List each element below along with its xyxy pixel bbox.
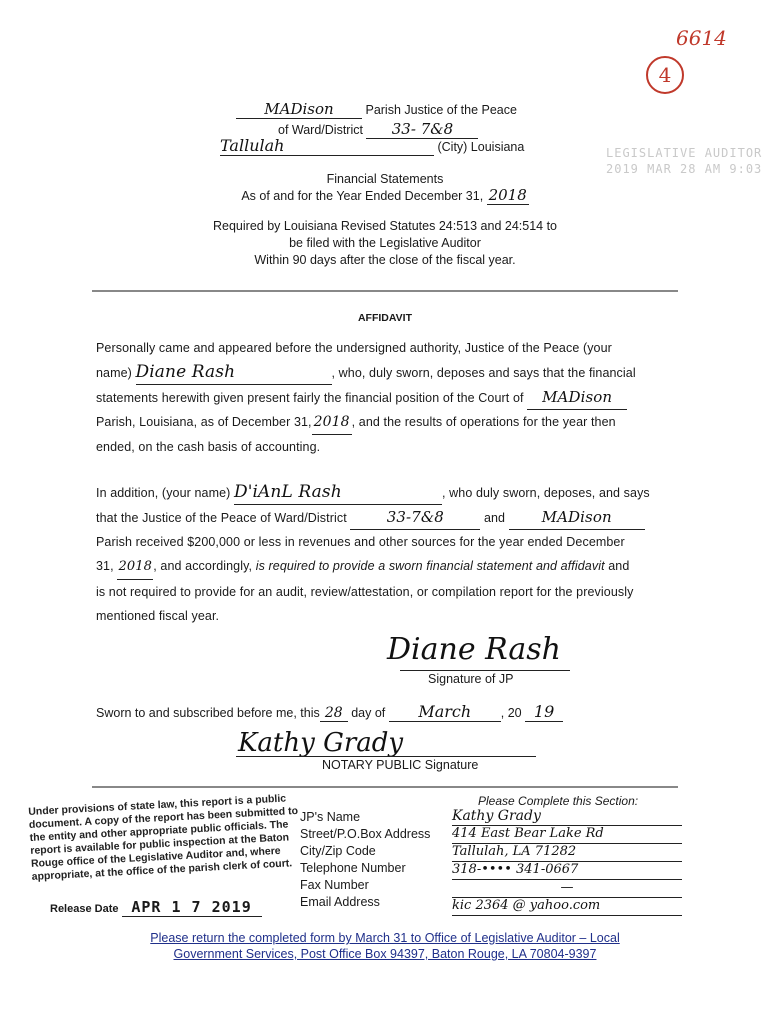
ward-field: 33- 7&8: [366, 120, 478, 139]
contact-value-email: kic 2364 @ yahoo.com: [452, 898, 682, 916]
jp-signature-line: [400, 670, 570, 671]
footer-instructions: [0, 930, 770, 962]
required-line-3: Within 90 days after the close of the fiscal year.: [254, 253, 516, 267]
ward-label: of Ward/District: [278, 123, 363, 137]
sworn-month-field: March: [389, 702, 501, 722]
parish-label: Parish Justice of the Peace: [365, 103, 517, 117]
p2-name-field: D'iAnL Rash: [234, 480, 442, 505]
jp-signature-label: Signature of JP: [428, 672, 514, 686]
contact-label-email: Email Address: [300, 895, 380, 909]
affidavit-paragraph-1: [96, 336, 680, 459]
p2-prefix: In addition, (your name): [96, 486, 231, 500]
divider-bottom: [92, 786, 678, 788]
required-text: [0, 218, 770, 269]
header-parish-line: [236, 100, 517, 119]
release-date-label: Release Date: [50, 903, 119, 915]
p2-ward-field: 33-7&8: [350, 505, 480, 530]
statements-title: Financial Statements: [326, 172, 444, 186]
p1-line-3: [96, 385, 680, 410]
divider-top: [92, 290, 678, 292]
contact-label-city: City/Zip Code: [300, 844, 376, 858]
affidavit-title: AFFIDAVIT: [357, 312, 413, 324]
public-notice: Under provisions of state law, this report is a public document. A copy of the report has been submitted to the entity and other appropriate public officials. The report is available for public inspection at the Baton Rouge office of the Legislative Auditor and, where appropriate, at the office of the parish clerk of court.: [28, 792, 299, 883]
contact-labels: [300, 810, 430, 912]
p2-line-3: Parish received $200,000 or less in revenues and other sources for the year ended December: [96, 535, 625, 549]
contact-value-name: Kathy Grady: [452, 808, 682, 826]
contact-label-address: Street/P.O.Box Address: [300, 827, 431, 841]
footer-line-1: Please return the completed form by March 31 to Office of Legislative Auditor – Local: [150, 931, 620, 945]
p2-italic-text: is required to provide a sworn financial statement and affidavit: [255, 559, 605, 573]
circled-page-number: [646, 56, 684, 94]
contact-value-fax: —: [452, 880, 682, 898]
p1-line-5: ended, on the cash basis of accounting.: [96, 440, 321, 454]
p2-line-2: [96, 505, 680, 530]
contact-value-address: 414 East Bear Lake Rd: [452, 826, 682, 844]
contact-label-fax: Fax Number: [300, 878, 369, 892]
parish-field: MADison: [236, 100, 362, 119]
jp-signature: Diane Rash: [386, 632, 562, 667]
p2-parish-field: MADison: [509, 505, 645, 530]
p2-line-6: mentioned fiscal year.: [96, 609, 220, 623]
contact-label-phone: Telephone Number: [300, 861, 406, 875]
p1-line-4: [96, 410, 680, 435]
sworn-line: [96, 702, 563, 722]
p2-text-4a: 31,: [96, 559, 114, 573]
year-field: 2018: [488, 186, 527, 204]
circled-page-number-text: 4: [658, 63, 672, 87]
sworn-year-prefix: , 20: [500, 706, 522, 720]
p2-text-4c: and: [608, 559, 630, 573]
required-line-1: Required by Louisiana Revised Statutes 24:513 and 24:514 to: [213, 219, 557, 233]
sworn-day-of: day of: [351, 706, 386, 720]
p1-name-field: Diane Rash: [136, 360, 332, 385]
p1-name-prefix: name): [96, 366, 132, 380]
p1-text-5: , and the results of operations for the year then: [351, 415, 616, 429]
city-field: Tallulah: [220, 136, 434, 156]
handwritten-file-number: 6614: [676, 26, 727, 50]
footer-line-2: Government Services, Post Office Box 94397, Baton Rouge, LA 70804-9397: [173, 947, 597, 961]
p2-text-4b: , and accordingly,: [153, 559, 253, 573]
notary-signature: Kathy Grady: [238, 728, 404, 758]
sworn-prefix: Sworn to and subscribed before me, this: [96, 706, 320, 720]
p2-and: and: [483, 511, 506, 525]
contact-value-phone: 318-•••• 341-0667: [452, 862, 682, 880]
contact-heading: Please Complete this Section:: [478, 794, 639, 808]
p1-line-1: Personally came and appeared before the undersigned authority, Justice of the Peace (your: [96, 341, 612, 355]
p2-line-4: [96, 554, 680, 580]
release-date-value: APR 1 7 2019: [122, 898, 262, 917]
p2-text-2: that the Justice of the Peace of Ward/District: [96, 511, 347, 525]
city-label: (City) Louisiana: [437, 140, 525, 154]
year-line: [0, 186, 770, 205]
p1-text-2: , who, duly sworn, deposes and says that the financial: [331, 366, 636, 380]
p1-line-2: [96, 360, 680, 385]
release-date-row: [50, 898, 262, 917]
stamp-line-2: 2019 MAR 28 AM 9:03: [606, 162, 763, 176]
header-city-line: [220, 136, 524, 156]
p1-text-3: statements herewith given present fairly the financial position of the Court of: [96, 391, 524, 405]
p1-text-4: Parish, Louisiana, as of December 31,: [96, 415, 312, 429]
sworn-day-field: 28: [320, 705, 348, 722]
notary-signature-line: [236, 756, 536, 757]
p2-text-1: , who duly sworn, deposes, and says: [442, 486, 650, 500]
stamp-line-1: LEGISLATIVE AUDITOR: [606, 146, 763, 160]
contact-label-name: JP's Name: [300, 810, 361, 824]
notary-signature-label: NOTARY PUBLIC Signature: [322, 758, 479, 772]
p2-line-5: is not required to provide for an audit, review/attestation, or compilation report for the previously: [96, 585, 634, 599]
p2-line-1: [96, 480, 680, 505]
contact-value-city: Tallulah, LA 71282: [452, 844, 682, 862]
year-line-prefix: As of and for the Year Ended December 31,: [241, 189, 484, 203]
p1-court-field: MADison: [527, 385, 627, 410]
contact-values: [452, 808, 682, 916]
p1-year-field: 2018: [312, 410, 352, 435]
sworn-year-field: 19: [525, 702, 563, 722]
affidavit-paragraph-2: [96, 480, 680, 628]
p2-year-field: 2018: [117, 555, 153, 580]
required-line-2: be filed with the Legislative Auditor: [289, 236, 481, 250]
